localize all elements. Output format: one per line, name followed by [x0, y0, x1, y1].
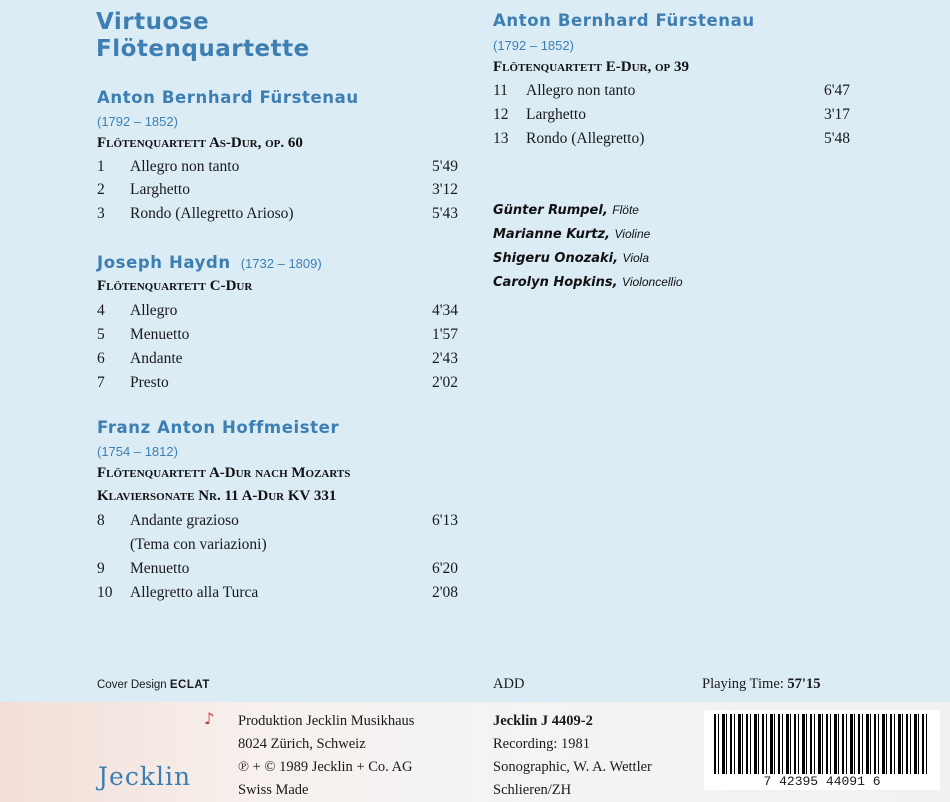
performer-row: Günter Rumpel, Flöte — [493, 203, 639, 218]
barcode-bars — [714, 714, 928, 774]
work-title: Flötenquartett C-Dur — [97, 278, 253, 294]
composer-dates: (1792 – 1852) — [97, 114, 178, 129]
composer-dates: (1754 – 1812) — [97, 444, 178, 459]
album-title: Virtuose Flötenquartette — [96, 9, 310, 62]
work-title-line2: Klaviersonate Nr. 11 A-Dur KV 331 — [97, 488, 337, 504]
cover-credit: Cover Design ECLAT — [97, 679, 210, 691]
composer-haydn: Joseph Haydn — [97, 253, 231, 272]
barcode-number: 7 42395 44091 6 — [763, 774, 881, 789]
work-title: Flötenquartett E-Dur, op 39 — [493, 59, 690, 75]
recording-info: Jecklin J 4409-2 Recording: 1981 Sonographic, W. A. Wettler Schlieren/ZH — [493, 713, 652, 798]
playing-time: Playing Time: 57'15 — [702, 676, 821, 692]
music-note-icon: ♪ — [204, 709, 215, 728]
work-title: Flötenquartett A-Dur nach Mozarts — [97, 465, 351, 481]
add-label: ADD — [493, 676, 525, 692]
performer-row: Shigeru Onozaki, Viola — [493, 251, 650, 266]
jecklin-logo: Jecklin — [98, 762, 192, 791]
composer-dates: (1792 – 1852) — [493, 38, 574, 53]
performer-list — [493, 203, 683, 299]
barcode — [704, 710, 940, 790]
production-info: Produktion Jecklin Musikhaus 8024 Zürich, Schweiz ℗ + © 1989 Jecklin + Co. AG Swiss Made — [238, 713, 415, 798]
composer-furstenau-2: Anton Bernhard Fürstenau — [493, 11, 755, 30]
composer-hoffmeister: Franz Anton Hoffmeister — [97, 418, 340, 437]
performer-row: Carolyn Hopkins, Violoncellio — [493, 275, 683, 290]
composer-dates: (1732 – 1809) — [240, 256, 322, 271]
work-title: Flötenquartett As-Dur, op. 60 — [97, 135, 303, 151]
composer-furstenau-1: Anton Bernhard Fürstenau — [97, 88, 359, 107]
composer-haydn-line — [97, 253, 322, 273]
performer-row: Marianne Kurtz, Violine — [493, 227, 651, 242]
